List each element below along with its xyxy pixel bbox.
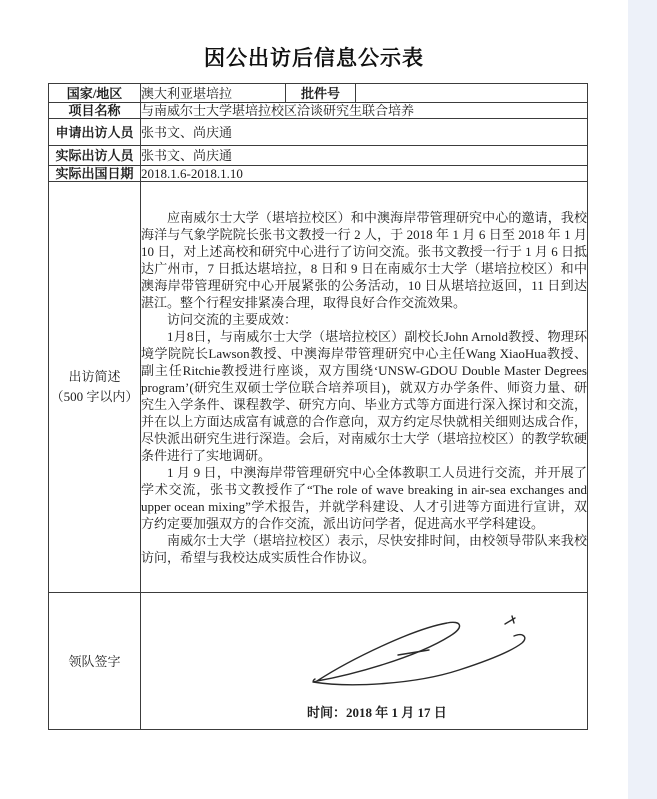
approval-number-value — [356, 84, 588, 103]
actual-personnel-value: 张书文、尚庆通 — [141, 146, 588, 166]
project-name-value: 与南威尔士大学堪培拉校区洽谈研究生联合培养 — [141, 103, 588, 119]
viewer-background-strip — [628, 0, 657, 799]
summary-paragraph: 南威尔士大学（堪培拉校区）表示，尽快安排时间，由校领导带队来我校访问，希望与我校达成实质性合作协议。 — [141, 532, 587, 565]
summary-paragraph: 1月8日，与南威尔士大学（堪培拉校区）副校长John Arnold教授、物理环境学院院长Lawson教授、中澳海岸带管理研究中心主任Wang XiaoHua教授、副主任Ritchie教授进行座谈，双方围绕‘UNSW-GDOU Double Master Degrees program’(研究生双硕士学位联合培养项目)，就双方办学条件、师资力量、研究生入学条件、课程教学、研究方向、毕业方式等方面进行深入探讨和交流，并在以上方面达成富有诚意的合作意向，双方约定尽快就相关细则达成合作，尽快派出研究生进行深造。会后，对南威尔士大学（堪培拉校区）的教学软硬条件进行了实地调研。 — [141, 328, 587, 463]
summary-label-line2: （500 字以内） — [50, 389, 139, 404]
project-name-label: 项目名称 — [49, 103, 141, 119]
summary-paragraph: 1 月 9 日，中澳海岸带管理研究中心全体教职工人员进行交流，并开展了学术交流，张书文教授作了“The role of wave breaking in air-sea exchanges and upper ocean mixing”学术报告，并就学科建设、人才引进等方面进行宣讲，双方约定要加强双方的合作交流，派出访问学者，促进高水平学科建设。 — [141, 464, 587, 531]
table-row — [49, 166, 588, 182]
country-value: 澳大利亚堪培拉 — [141, 84, 286, 103]
leader-signature-label: 领队签字 — [49, 593, 141, 730]
table-row — [49, 593, 588, 730]
summary-content — [141, 182, 588, 593]
travel-dates-value: 2018.1.6-2018.1.10 — [141, 166, 588, 182]
table-row — [49, 146, 588, 166]
summary-paragraph: 访问交流的主要成效： — [167, 311, 298, 327]
country-label: 国家/地区 — [49, 84, 141, 103]
table-row — [49, 182, 588, 593]
info-table — [48, 83, 588, 730]
table-row — [49, 119, 588, 146]
table-row — [49, 103, 588, 119]
applied-personnel-value: 张书文、尚庆通 — [141, 119, 588, 146]
summary-paragraph: 应南威尔士大学（堪培拉校区）和中澳海岸带管理研究中心的邀请，我校海洋与气象学院院长张书文教授一行 2 人，于 2018 年 1 月 6 日至 2018 年 1 月 10 日，对上述高校和研究中心进行了访问交流。张书文教授一行于 1 月 6 日抵达广州市，7 日抵达堪培拉，8 日和 9 日在南威尔士大学（堪培拉校区）和中澳海岸带管理研究中心开展紧张的公务活动，10 日从堪培拉返回，11 日到达湛江。整个行程安排紧凑合理，取得良好合作交流效果。 — [141, 209, 587, 310]
signature-date: 时间：2018 年 1 月 17 日 — [307, 705, 447, 720]
summary-label-line1: 出访简述 — [68, 369, 121, 384]
summary-label — [49, 182, 141, 593]
approval-number-label: 批件号 — [286, 84, 356, 103]
applied-personnel-label: 申请出访人员 — [49, 119, 141, 146]
actual-personnel-label: 实际出访人员 — [49, 146, 141, 166]
page-title: 因公出访后信息公示表 — [204, 46, 424, 70]
handwritten-signature — [301, 607, 531, 692]
travel-dates-label: 实际出国日期 — [49, 166, 141, 182]
leader-signature-area — [141, 593, 588, 730]
table-row — [49, 84, 588, 103]
